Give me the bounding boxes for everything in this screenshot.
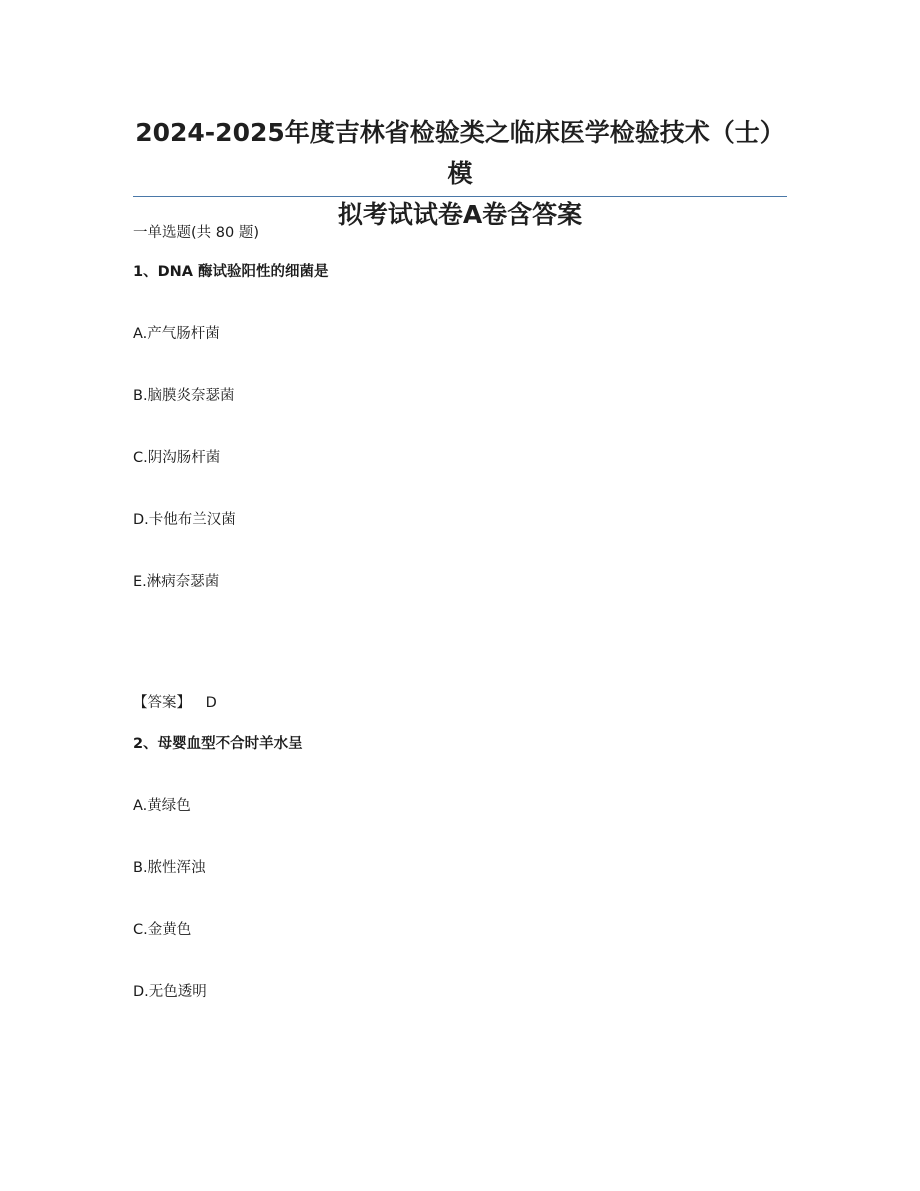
answer-value: D <box>205 695 217 711</box>
section-heading: 一单选题(共 80 题) <box>133 225 259 241</box>
question-2-option-d: D.无色透明 <box>133 984 207 1000</box>
answer-label: 【答案】 <box>133 695 191 711</box>
question-2-option-a: A.黄绿色 <box>133 798 191 814</box>
document-title <box>130 112 790 235</box>
question-2-option-c: C.金黄色 <box>133 922 192 938</box>
title-divider <box>133 196 787 197</box>
question-1-option-a: A.产气肠杆菌 <box>133 326 220 342</box>
question-1-answer <box>133 693 217 713</box>
question-1-option-d: D.卡他布兰汉菌 <box>133 512 236 528</box>
question-1-stem: 1、DNA 酶试验阳性的细菌是 <box>133 264 329 280</box>
question-1-option-e: E.淋病奈瑟菌 <box>133 574 220 590</box>
question-2-option-b: B.脓性浑浊 <box>133 860 206 876</box>
question-1-option-b: B.脑膜炎奈瑟菌 <box>133 388 235 404</box>
question-1-option-c: C.阴沟肠杆菌 <box>133 450 221 466</box>
title-line-2: 拟考试试卷A卷含答案 <box>337 200 583 229</box>
question-2-stem: 2、母婴血型不合时羊水呈 <box>133 736 303 752</box>
title-line-1: 2024-2025年度吉林省检验类之临床医学检验技术（士）模 <box>135 118 785 188</box>
